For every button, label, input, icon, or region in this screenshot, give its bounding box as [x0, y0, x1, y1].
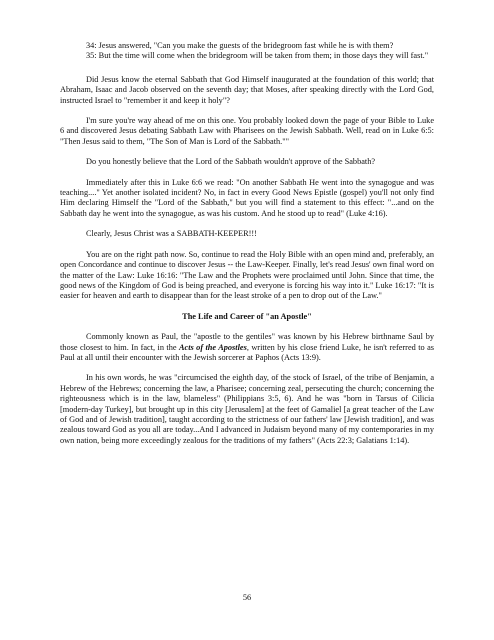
paragraph-known-as-paul: [60, 332, 434, 363]
paragraph-luke-6: I'm sure you're way ahead of me on this one. You probably looked down the page of your Bible to Luke 6 and discovered Jesus debating Sabbath Law with Pharisees on the Jewish Sabbath. Well, read on in Luke 6:5: "Then Jesus said to them, "The Son of Man is Lord of the Sabbath."": [60, 116, 434, 146]
paragraph-lord-of-sabbath: Do you honestly believe that the Lord of the Sabbath wouldn't approve of the Sabbath?: [86, 157, 376, 167]
scripture-quote: [86, 41, 434, 62]
page-number: 56: [242, 593, 252, 602]
paragraph-law-keeper: You are on the right path now. So, continue to read the Holy Bible with an open mind and, preferably, an open Concordance and continue to discover Jesus -- the Law-Keeper. Finally, let's read Jesus' own final word on the matter of the Law: Luke 16:16: "The Law and the Prophets were proclaimed until John. Since that time, the good news of the Kingdom of God is being preached, and everyone is forcing his way into it." Luke 16:17: "It is easier for heaven and earth to disappear than for the least stroke of a pen to drop out of the Law.": [60, 249, 434, 301]
section-heading: The Life and Career of "an Apostle": [182, 311, 312, 321]
quote-verse-35: 35: But the time will come when the bridegroom will be taken from them; in those days they will fast.": [86, 51, 429, 61]
quote-verse-34: 34: Jesus answered, "Can you make the guests of the bridegroom fast while he is with them?: [86, 41, 394, 50]
paragraph-eternal-sabbath: Did Jesus know the eternal Sabbath that God Himself inaugurated at the foundation of this world; that Abraham, Isaac and Jacob observed on the seventh day; that Moses, after speaking directly with the Lord God, instructed Israel to "remember it and keep it holy"?: [60, 74, 434, 105]
paragraph-synagogue: Immediately after this in Luke 6:6 we read: "On another Sabbath He went into the synagogue and was teaching...." Yet another isolated incident? No, in fact in every Good News Epistle (gospel) you'll not only find Him declaring Himself the "Lord of the Sabbath," but you will find a statement to this effect: "...and on the Sabbath day he went into the synagogue, as was his custom. And he stood up to read" (Luke 4:16).: [60, 177, 434, 218]
paragraph-text-after: , written by his close friend Luke, he isn't referred to as Paul at all until their encounter with the Jewish sorcerer at Paphos (Acts 13:9).: [60, 342, 434, 362]
book-title-emphasis: Acts of the Apostles: [178, 342, 247, 352]
page-content: [60, 41, 434, 456]
paragraph-sabbath-keeper: Clearly, Jesus Christ was a SABBATH-KEEPER!!!: [86, 229, 257, 239]
spacer: [60, 62, 434, 75]
paragraph-text-before: Commonly known as Paul, the "apostle to the gentiles" was known by his Hebrew birthname Saul by those closest to him. In fact, in the: [60, 332, 434, 352]
paragraph-own-words: In his own words, he was "circumcised the eighth day, of the stock of Israel, of the tribe of Benjamin, a Hebrew of the Hebrews; concerning the law, a Pharisee; concerning zeal, persecuting the church; concerning the righteousness which is in the law, blameless" (Philippians 3:5, 6). And he was "born in Tarsus of Cilicia [modern-day Turkey], but brought up in this city [Jerusalem] at the feet of Gamaliel [a great teacher of the Law of God and of Jewish tradition], taught according to the strictness of our fathers' law [Jewish tradition], and was zealous toward God as you all are today...And I advanced in Judaism beyond many of my contemporaries in my own nation, being more exceedingly zealous for the traditions of my fathers" (Acts 22:3; Galatians 1:14).: [60, 373, 434, 445]
